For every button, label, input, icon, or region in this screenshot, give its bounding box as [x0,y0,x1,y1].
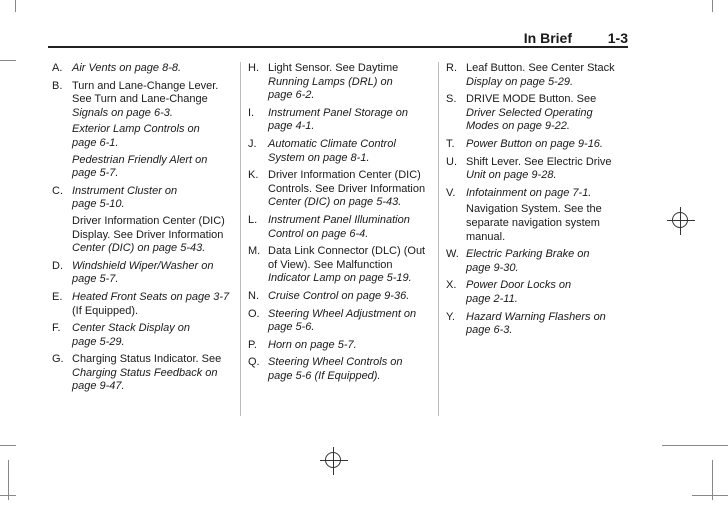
item-text-line: Controls. See Driver Information [268,182,426,195]
item-text-line: Windshield Wiper/Washer on [72,259,214,272]
column-divider [240,62,241,416]
column-middle [248,62,433,387]
crop-mark [712,0,713,12]
item-letter: G. [52,353,64,366]
item-text-line: Electric Parking Brake on [466,248,590,261]
item-text-line: Charging Status Indicator. See [72,353,222,366]
item-text-line: page 5-29. [72,335,125,348]
item-text-line: Power Button on page 9-16. [466,137,603,150]
item-text-line: page 6-3. [466,324,513,337]
item-text-line: Heated Front Seats on page 3-7 [72,290,230,303]
list-item [52,260,237,287]
crop-mark [8,460,9,500]
list-item [446,311,631,338]
item-text-line: page 5-10. [72,198,125,211]
item-text-line: Automatic Climate Control [268,137,396,150]
item-text-line: Instrument Cluster on [72,184,178,197]
item-text-line: Signals on page 6-3. [72,106,173,119]
item-text-line: page 5-6. [268,321,315,334]
list-item [248,245,433,286]
item-text-line: Instrument Panel Illumination [268,213,410,226]
item-text-line: page 9-47. [72,380,125,393]
item-letter: I. [248,106,255,119]
item-letter: J. [248,137,257,150]
item-text-line: Control on page 6-4. [268,227,369,240]
item-letter: Q. [248,356,260,369]
item-text-line: Turn and Lane-Change Lever. [72,79,219,92]
item-text-line: page 6-2. [268,89,315,102]
crop-mark [15,0,16,12]
page-header [48,22,628,48]
list-item [248,214,433,241]
list-item [248,138,433,165]
crop-mark [712,460,713,500]
item-letter: O. [248,307,260,320]
item-text-line: Indicator Lamp on page 5-19. [268,272,412,285]
column-divider [438,62,439,416]
item-letter: T. [446,137,455,150]
item-text-line: Center (DIC) on page 5-43. [268,196,402,209]
registration-mark-icon [325,452,341,468]
item-letter: S. [446,93,457,106]
item-text-line: (If Equipped). [72,304,139,317]
list-item [52,185,237,256]
item-letter: B. [52,79,63,92]
item-letter: D. [52,259,63,272]
item-text-line: Horn on page 5-7. [268,338,357,351]
list-item [52,62,237,76]
item-text-line: Charging Status Feedback on [72,366,218,379]
registration-mark-icon [672,212,688,228]
list-item [446,138,631,152]
item-text-line: of View). See Malfunction [268,258,393,271]
item-text-line: Driver Information Center (DIC) [268,169,421,182]
item-text-line: Exterior Lamp Controls on [72,123,200,136]
item-text-line: Driver Selected Operating [466,106,593,119]
item-text-line: page 4-1. [268,120,315,133]
item-text-line: Leaf Button. See Center Stack [466,62,615,74]
crop-mark [662,445,728,446]
item-text-line: Instrument Panel Storage on [268,106,409,119]
list-item [52,291,237,318]
item-text-line: Display. See Driver Information [72,228,224,241]
list-item [446,248,631,275]
item-text-line: Infotainment on page 7-1. [466,186,592,199]
item-text-line: Cruise Control on page 9-36. [268,289,410,302]
item-text-line: Unit on page 9-28. [466,169,557,182]
item-letter: X. [446,279,457,292]
list-item [52,322,237,349]
list-item [52,353,237,394]
item-letter: Y. [446,310,455,323]
item-text-line: Steering Wheel Adjustment on [268,307,417,320]
column-right [446,62,631,342]
item-text-line: separate navigation system [466,216,600,229]
item-text-line: page 2-11. [466,292,518,305]
item-text-line: Hazard Warning Flashers on [466,310,606,323]
list-item [248,356,433,383]
item-text-line: Data Link Connector (DLC) (Out [268,245,426,258]
item-text-line: page 5-7. [72,273,119,286]
item-text-line: Shift Lever. See Electric Drive [466,155,612,168]
item-text-line: page 6-1. [72,136,119,149]
item-letter: C. [52,184,63,197]
item-text-line: System on page 8-1. [268,151,370,164]
page-number: 1-3 [607,30,628,46]
item-text-line: Center (DIC) on page 5-43. [72,242,206,255]
crop-mark [0,60,16,61]
item-text-line: page 5-6 (If Equipped). [268,369,381,382]
item-letter: F. [52,322,61,335]
item-text-line: Center Stack Display on [72,322,190,335]
list-item [446,279,631,306]
column-left [52,62,237,398]
item-letter: M. [248,245,261,258]
item-text-line: Air Vents on page 8-8. [72,62,182,74]
list-item [248,107,433,134]
item-text-line: manual. [466,230,506,243]
item-letter: H. [248,62,259,74]
item-letter: R. [446,62,457,74]
item-letter: U. [446,155,457,168]
item-letter: E. [52,290,63,303]
list-item [446,187,631,244]
item-text-line: See Turn and Lane-Change [72,93,208,106]
item-letter: K. [248,169,259,182]
item-text-line: Driver Information Center (DIC) [72,214,225,227]
crop-mark [0,445,16,446]
item-text-line: page 9-30. [466,261,519,274]
crop-mark [692,495,728,496]
item-text-line: Modes on page 9-22. [466,120,570,133]
item-text-line: DRIVE MODE Button. See [466,93,597,106]
item-text-line: Running Lamps (DRL) on [268,75,393,88]
item-letter: V. [446,186,456,199]
item-letter: L. [248,213,258,226]
list-item [248,339,433,353]
list-item [446,156,631,183]
item-letter: W. [446,248,459,261]
item-text-line: Steering Wheel Controls on [268,356,403,369]
item-text-line: Display on page 5-29. [466,75,574,88]
item-letter: P. [248,338,257,351]
list-item [446,62,631,89]
item-letter: N. [248,289,259,302]
list-item [248,62,433,103]
list-item [52,80,237,181]
list-item [446,93,631,134]
item-text-line: Power Door Locks on [466,279,572,292]
item-text-line: Navigation System. See the [466,203,602,216]
item-text-line: page 5-7. [72,167,119,180]
list-item [248,308,433,335]
header-rule [48,46,628,48]
crop-mark [0,495,16,496]
item-text-line: Light Sensor. See Daytime [268,62,399,74]
item-letter: A. [52,62,63,74]
list-item [248,290,433,304]
item-text-line: Pedestrian Friendly Alert on [72,153,208,166]
list-item [248,169,433,210]
section-title: In Brief [523,30,572,46]
